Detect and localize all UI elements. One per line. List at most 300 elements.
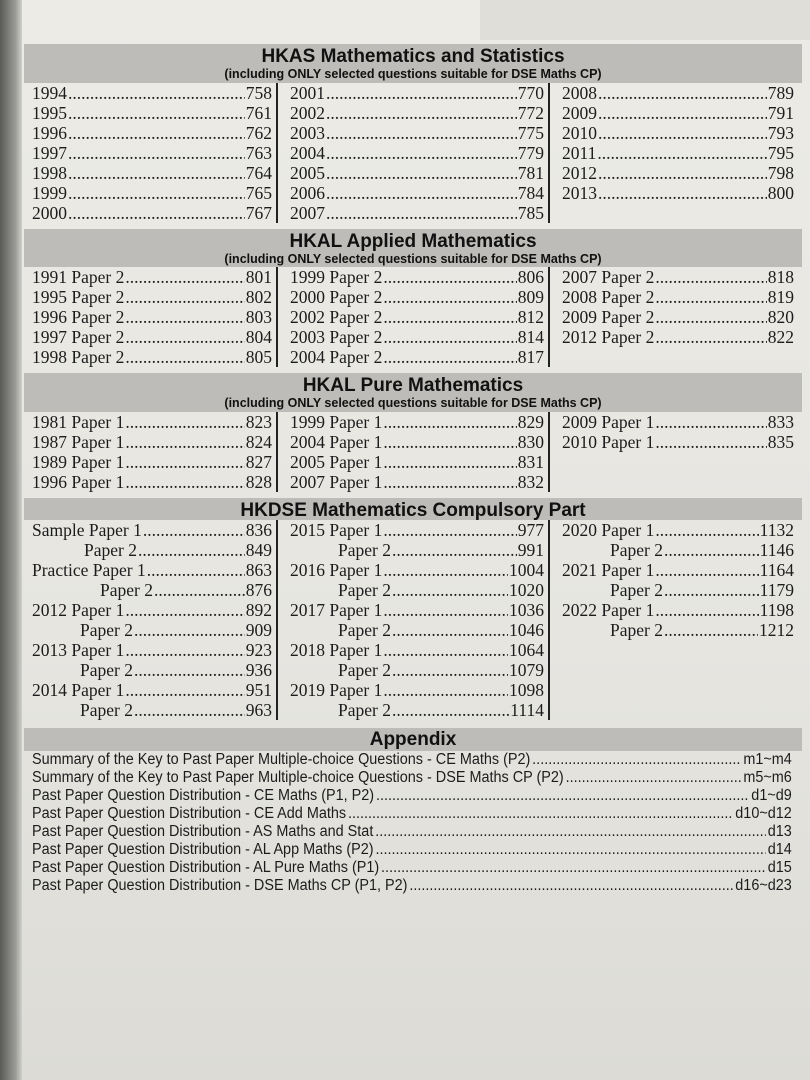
dot-leader — [125, 472, 244, 492]
entry-label: Practice Paper 1 — [32, 559, 146, 580]
entry-label: 2018 Paper 1 — [290, 639, 383, 660]
entry-label: 2012 Paper 1 — [32, 599, 125, 620]
appendix-header-bar — [24, 728, 802, 751]
entry-label: 2009 Paper 2 — [562, 307, 655, 327]
entry-page-number: 1098 — [509, 679, 544, 700]
contents-entry — [32, 103, 272, 123]
appendix-entry-label: Summary of the Key to Past Paper Multiple-choice Questions - DSE Maths CP (P2) — [32, 768, 564, 786]
entry-label: Paper 2 — [338, 619, 391, 640]
dot-leader — [655, 560, 758, 580]
dot-leader — [125, 680, 244, 700]
entry-page-number: 936 — [245, 659, 272, 680]
dot-leader — [392, 700, 509, 720]
entry-label: Paper 2 — [610, 539, 663, 560]
dot-leader — [655, 600, 758, 620]
dot-leader — [383, 307, 516, 327]
entry-page-number: 1064 — [509, 639, 544, 660]
entry-page-number: 835 — [767, 431, 794, 452]
entry-label: 2007 — [290, 202, 325, 223]
contents-entry — [290, 620, 544, 640]
entry-label: 1998 Paper 2 — [32, 347, 125, 367]
contents-entry — [290, 347, 544, 367]
dot-leader — [409, 877, 733, 895]
contents-entry — [32, 560, 272, 580]
dot-leader — [134, 700, 245, 720]
section-columns — [22, 83, 802, 223]
entry-page-number: 820 — [767, 307, 794, 327]
dot-leader — [125, 600, 244, 620]
dot-leader — [383, 347, 516, 367]
entry-page-number: 849 — [245, 539, 272, 560]
entry-label: 1989 Paper 1 — [32, 451, 125, 472]
entry-page-number: 812 — [517, 307, 544, 327]
entry-label: Paper 2 — [610, 579, 663, 600]
dot-leader — [326, 103, 517, 123]
contents-entry — [32, 620, 272, 640]
entry-label: Paper 2 — [80, 619, 133, 640]
dot-leader — [125, 412, 244, 432]
dot-leader — [392, 540, 517, 560]
entry-label: 1981 Paper 1 — [32, 411, 125, 432]
dot-leader — [125, 432, 244, 452]
contents-entry — [562, 143, 794, 163]
entry-page-number: 791 — [767, 102, 794, 123]
contents-entry — [290, 183, 544, 203]
entry-page-number: 963 — [245, 699, 272, 720]
dot-leader — [68, 183, 245, 203]
contents-entry — [290, 700, 544, 720]
appendix-entry-pages: d1~d9 — [751, 786, 792, 804]
contents-entry — [32, 640, 272, 660]
entry-label: 2014 Paper 1 — [32, 679, 125, 700]
column-3 — [548, 520, 794, 720]
dot-leader — [383, 472, 516, 492]
appendix-section — [22, 728, 802, 895]
entry-label: Paper 2 — [100, 579, 153, 600]
dot-leader — [125, 307, 244, 327]
dot-leader — [392, 580, 508, 600]
contents-entry — [32, 412, 272, 432]
dot-leader — [326, 143, 517, 163]
column-3 — [548, 412, 794, 492]
contents-entry — [32, 143, 272, 163]
section-2 — [22, 373, 802, 492]
contents-entry — [562, 163, 794, 183]
dot-leader — [655, 412, 766, 432]
entry-page-number: 1146 — [759, 539, 794, 560]
contents-entry — [32, 163, 272, 183]
entry-label: 1995 Paper 2 — [32, 287, 125, 307]
entry-label: 2007 Paper 2 — [562, 267, 655, 287]
contents-entry — [32, 203, 272, 223]
entry-label: 2022 Paper 1 — [562, 599, 655, 620]
column-1 — [32, 412, 272, 492]
contents-entry — [290, 83, 544, 103]
dot-leader — [383, 267, 516, 287]
dot-leader — [383, 452, 516, 472]
contents-entry — [562, 580, 794, 600]
entry-label: 2015 Paper 1 — [290, 519, 383, 540]
entry-page-number: 785 — [517, 202, 544, 223]
entry-page-number: 800 — [767, 182, 794, 203]
column-2 — [276, 267, 544, 367]
entry-label: 1997 — [32, 142, 67, 163]
column-1 — [32, 267, 272, 367]
entry-page-number: 832 — [517, 471, 544, 492]
entry-page-number: 892 — [245, 599, 272, 620]
entry-page-number: 824 — [245, 431, 272, 452]
entry-label: 2001 — [290, 82, 325, 103]
dot-leader — [125, 640, 244, 660]
appendix-entry-pages: d10~d12 — [735, 804, 792, 822]
entry-page-number: 781 — [517, 162, 544, 183]
section-header-bar — [24, 373, 802, 412]
appendix-entry — [32, 769, 792, 787]
contents-entry — [562, 520, 794, 540]
dot-leader — [68, 83, 245, 103]
entry-page-number: 765 — [245, 182, 272, 203]
dot-leader — [68, 143, 245, 163]
entry-label: Paper 2 — [84, 539, 137, 560]
entry-page-number: 770 — [517, 82, 544, 103]
appendix-title: Appendix — [369, 728, 457, 750]
contents-entry — [562, 327, 794, 347]
entry-label: Paper 2 — [610, 619, 663, 640]
appendix-entry-label: Past Paper Question Distribution - AS Maths and Stat — [32, 822, 374, 840]
appendix-entry-label: Past Paper Question Distribution - DSE Maths CP (P1, P2) — [32, 876, 408, 894]
dot-leader — [532, 751, 741, 769]
dot-leader — [664, 620, 758, 640]
dot-leader — [326, 203, 517, 223]
entry-page-number: 764 — [245, 162, 272, 183]
entry-page-number: 806 — [517, 267, 544, 287]
entry-label: 1987 Paper 1 — [32, 431, 125, 452]
entry-page-number: 789 — [767, 82, 794, 103]
section-1 — [22, 229, 802, 368]
entry-label: Paper 2 — [80, 659, 133, 680]
appendix-entry-pages: d14 — [767, 840, 792, 858]
entry-label: 2017 Paper 1 — [290, 599, 383, 620]
dot-leader — [326, 163, 517, 183]
column-3 — [548, 267, 794, 367]
appendix-entry-label: Summary of the Key to Past Paper Multiple-choice Questions - CE Maths (P2) — [32, 750, 531, 768]
entry-page-number: 1114 — [510, 699, 544, 720]
entry-page-number: 779 — [517, 142, 544, 163]
entry-label: 1998 — [32, 162, 67, 183]
entry-label: 1999 — [32, 182, 67, 203]
contents-entry — [32, 472, 272, 492]
appendix-entry — [32, 787, 792, 805]
contents-entry — [562, 412, 794, 432]
entry-label: 2007 Paper 1 — [290, 471, 383, 492]
contents-entry — [32, 347, 272, 367]
entry-label: 2002 — [290, 102, 325, 123]
contents-entry — [562, 123, 794, 143]
entry-label: 2002 Paper 2 — [290, 307, 383, 327]
entry-label: Paper 2 — [338, 659, 391, 680]
contents-entry — [562, 183, 794, 203]
entry-label: 2010 — [562, 122, 597, 143]
entry-page-number: 923 — [245, 639, 272, 660]
entry-page-number: 758 — [245, 82, 272, 103]
entry-label: 2016 Paper 1 — [290, 559, 383, 580]
dot-leader — [125, 287, 244, 307]
entry-label: 2004 Paper 2 — [290, 347, 383, 367]
contents-entry — [32, 287, 272, 307]
contents-entry — [290, 287, 544, 307]
dot-leader — [383, 432, 516, 452]
contents-entry — [32, 267, 272, 287]
dot-leader — [664, 580, 759, 600]
dot-leader — [598, 183, 767, 203]
dot-leader — [655, 267, 766, 287]
contents-entry — [32, 452, 272, 472]
entry-label: 2003 — [290, 122, 325, 143]
contents-entry — [562, 287, 794, 307]
entry-label: 1994 — [32, 82, 67, 103]
book-binding-shadow — [0, 0, 22, 1080]
dot-leader — [125, 267, 244, 287]
contents-entry — [290, 327, 544, 347]
dot-leader — [383, 327, 516, 347]
dot-leader — [348, 805, 733, 823]
dot-leader — [375, 841, 765, 859]
dot-leader — [68, 203, 245, 223]
entry-page-number: 1046 — [509, 619, 544, 640]
entry-page-number: 1079 — [509, 659, 544, 680]
dot-leader — [664, 540, 759, 560]
entry-page-number: 1179 — [759, 579, 794, 600]
contents-entry — [32, 520, 272, 540]
entry-label: 1991 Paper 2 — [32, 267, 125, 287]
entry-page-number: 802 — [245, 287, 272, 307]
section-title: HKAL Applied Mathematics — [289, 230, 537, 252]
appendix-entry — [32, 877, 792, 895]
dot-leader — [383, 560, 508, 580]
dot-leader — [655, 327, 766, 347]
dot-leader — [655, 287, 766, 307]
section-title: HKAS Mathematics and Statistics — [261, 46, 565, 67]
dot-leader — [566, 769, 742, 787]
contents-entry — [32, 540, 272, 560]
dot-leader — [68, 163, 245, 183]
entry-page-number: 1212 — [759, 619, 794, 640]
entry-page-number: 775 — [517, 122, 544, 143]
dot-leader — [383, 520, 516, 540]
entry-label: 2006 — [290, 182, 325, 203]
dot-leader — [134, 660, 245, 680]
appendix-entry — [32, 823, 792, 841]
dot-leader — [68, 123, 245, 143]
contents-entry — [290, 412, 544, 432]
dot-leader — [138, 540, 245, 560]
column-2 — [276, 520, 544, 720]
appendix-entry — [32, 841, 792, 859]
entry-label: 2003 Paper 2 — [290, 327, 383, 347]
contents-entry — [562, 307, 794, 327]
dot-leader — [598, 83, 767, 103]
column-3 — [548, 83, 794, 223]
entry-page-number: 809 — [517, 287, 544, 307]
entry-page-number: 763 — [245, 142, 272, 163]
section-title: HKAL Pure Mathematics — [302, 375, 524, 396]
entry-label: 2012 — [562, 162, 597, 183]
contents-entry — [562, 267, 794, 287]
entry-label: 2005 — [290, 162, 325, 183]
entry-label: 1999 Paper 1 — [290, 411, 383, 432]
dot-leader — [125, 327, 244, 347]
entry-page-number: 814 — [517, 327, 544, 347]
section-header-bar — [24, 229, 802, 268]
entry-label: 2000 Paper 2 — [290, 287, 383, 307]
entry-label: 2011 — [562, 142, 597, 163]
entry-label: 2009 — [562, 102, 597, 123]
entry-page-number: 827 — [245, 451, 272, 472]
contents-entry — [290, 203, 544, 223]
dot-leader — [326, 83, 517, 103]
section-3 — [22, 498, 802, 720]
contents-entry — [32, 83, 272, 103]
dot-leader — [68, 103, 245, 123]
dot-leader — [326, 183, 517, 203]
entry-page-number: 795 — [767, 142, 794, 163]
section-columns — [22, 267, 802, 367]
dot-leader — [147, 560, 245, 580]
section-columns — [22, 520, 802, 720]
appendix-entry — [32, 751, 792, 769]
dot-leader — [376, 787, 749, 805]
entry-page-number: 1004 — [509, 559, 544, 580]
entry-label: 1999 Paper 2 — [290, 267, 383, 287]
entry-page-number: 1132 — [759, 519, 794, 540]
contents-listing — [22, 44, 802, 895]
entry-page-number: 863 — [245, 559, 272, 580]
entry-page-number: 818 — [767, 267, 794, 287]
entry-page-number: 823 — [245, 411, 272, 432]
section-title: HKDSE Mathematics Compulsory Part — [240, 499, 586, 521]
entry-label: 1995 — [32, 102, 67, 123]
appendix-entry-label: Past Paper Question Distribution - AL App Maths (P2) — [32, 840, 374, 858]
appendix-entry-pages: m5~m6 — [743, 768, 792, 786]
contents-entry — [562, 83, 794, 103]
entry-label: 2021 Paper 1 — [562, 559, 655, 580]
dot-leader — [326, 123, 517, 143]
contents-entry — [290, 307, 544, 327]
contents-entry — [562, 600, 794, 620]
dot-leader — [375, 823, 766, 841]
dot-leader — [392, 660, 508, 680]
entry-page-number: 822 — [767, 327, 794, 347]
contents-entry — [290, 660, 544, 680]
section-subtitle: (including ONLY selected questions suitable for DSE Maths CP) — [224, 251, 602, 266]
entry-label: 1997 Paper 2 — [32, 327, 125, 347]
contents-entry — [290, 103, 544, 123]
entry-label: 2004 Paper 1 — [290, 431, 383, 452]
dot-leader — [383, 412, 516, 432]
entry-label: 2004 — [290, 142, 325, 163]
contents-entry — [32, 183, 272, 203]
contents-entry — [290, 640, 544, 660]
entry-page-number: 817 — [517, 347, 544, 367]
contents-entry — [290, 560, 544, 580]
entry-page-number: 1164 — [759, 559, 794, 580]
entry-page-number: 1020 — [509, 579, 544, 600]
entry-page-number: 819 — [767, 287, 794, 307]
entry-label: Sample Paper 1 — [32, 519, 142, 540]
contents-entry — [32, 123, 272, 143]
entry-page-number: 793 — [767, 122, 794, 143]
dot-leader — [655, 432, 766, 452]
contents-entry — [290, 123, 544, 143]
dot-leader — [655, 520, 758, 540]
contents-entry — [32, 600, 272, 620]
contents-entry — [32, 660, 272, 680]
dot-leader — [143, 520, 245, 540]
book-page — [22, 0, 810, 1080]
entry-label: 1996 Paper 1 — [32, 471, 125, 492]
section-subtitle: (including ONLY selected questions suitable for DSE Maths CP) — [224, 396, 602, 410]
contents-entry — [32, 432, 272, 452]
dot-leader — [598, 163, 767, 183]
entry-label: Paper 2 — [80, 699, 133, 720]
entry-label: 2012 Paper 2 — [562, 327, 655, 347]
column-1 — [32, 83, 272, 223]
column-1 — [32, 520, 272, 720]
contents-entry — [562, 103, 794, 123]
contents-entry — [290, 600, 544, 620]
entry-page-number: 909 — [245, 619, 272, 640]
dot-leader — [134, 620, 245, 640]
contents-entry — [562, 540, 794, 560]
contents-entry — [290, 580, 544, 600]
entry-label: 2009 Paper 1 — [562, 411, 655, 432]
contents-entry — [562, 432, 794, 452]
appendix-list — [22, 751, 792, 895]
entry-page-number: 991 — [517, 539, 544, 560]
entry-label: Paper 2 — [338, 579, 391, 600]
entry-page-number: 829 — [517, 411, 544, 432]
entry-label: 2010 Paper 1 — [562, 431, 655, 452]
dot-leader — [383, 680, 508, 700]
dot-leader — [655, 307, 766, 327]
section-0 — [22, 44, 802, 223]
entry-label: Paper 2 — [338, 539, 391, 560]
contents-entry — [562, 560, 794, 580]
entry-page-number: 762 — [245, 122, 272, 143]
section-subtitle: (including ONLY selected questions suitable for DSE Maths CP) — [224, 67, 602, 81]
section-header-bar — [24, 498, 802, 520]
dot-leader — [383, 287, 516, 307]
dot-leader — [598, 103, 767, 123]
column-2 — [276, 83, 544, 223]
dot-leader — [597, 143, 766, 163]
entry-page-number: 836 — [245, 519, 272, 540]
entry-label: 2005 Paper 1 — [290, 451, 383, 472]
appendix-entry-label: Past Paper Question Distribution - AL Pure Maths (P1) — [32, 858, 380, 876]
section-header-bar — [24, 44, 802, 83]
dot-leader — [383, 600, 508, 620]
entry-page-number: 761 — [245, 102, 272, 123]
dot-leader — [381, 859, 766, 877]
entry-page-number: 803 — [245, 307, 272, 327]
entry-page-number: 1036 — [509, 599, 544, 620]
entry-page-number: 801 — [245, 267, 272, 287]
contents-entry — [32, 680, 272, 700]
entry-label: 2013 Paper 1 — [32, 639, 125, 660]
entry-page-number: 804 — [245, 327, 272, 347]
appendix-entry-label: Past Paper Question Distribution - CE Add Maths — [32, 804, 347, 822]
bleed-through-header — [480, 0, 810, 40]
